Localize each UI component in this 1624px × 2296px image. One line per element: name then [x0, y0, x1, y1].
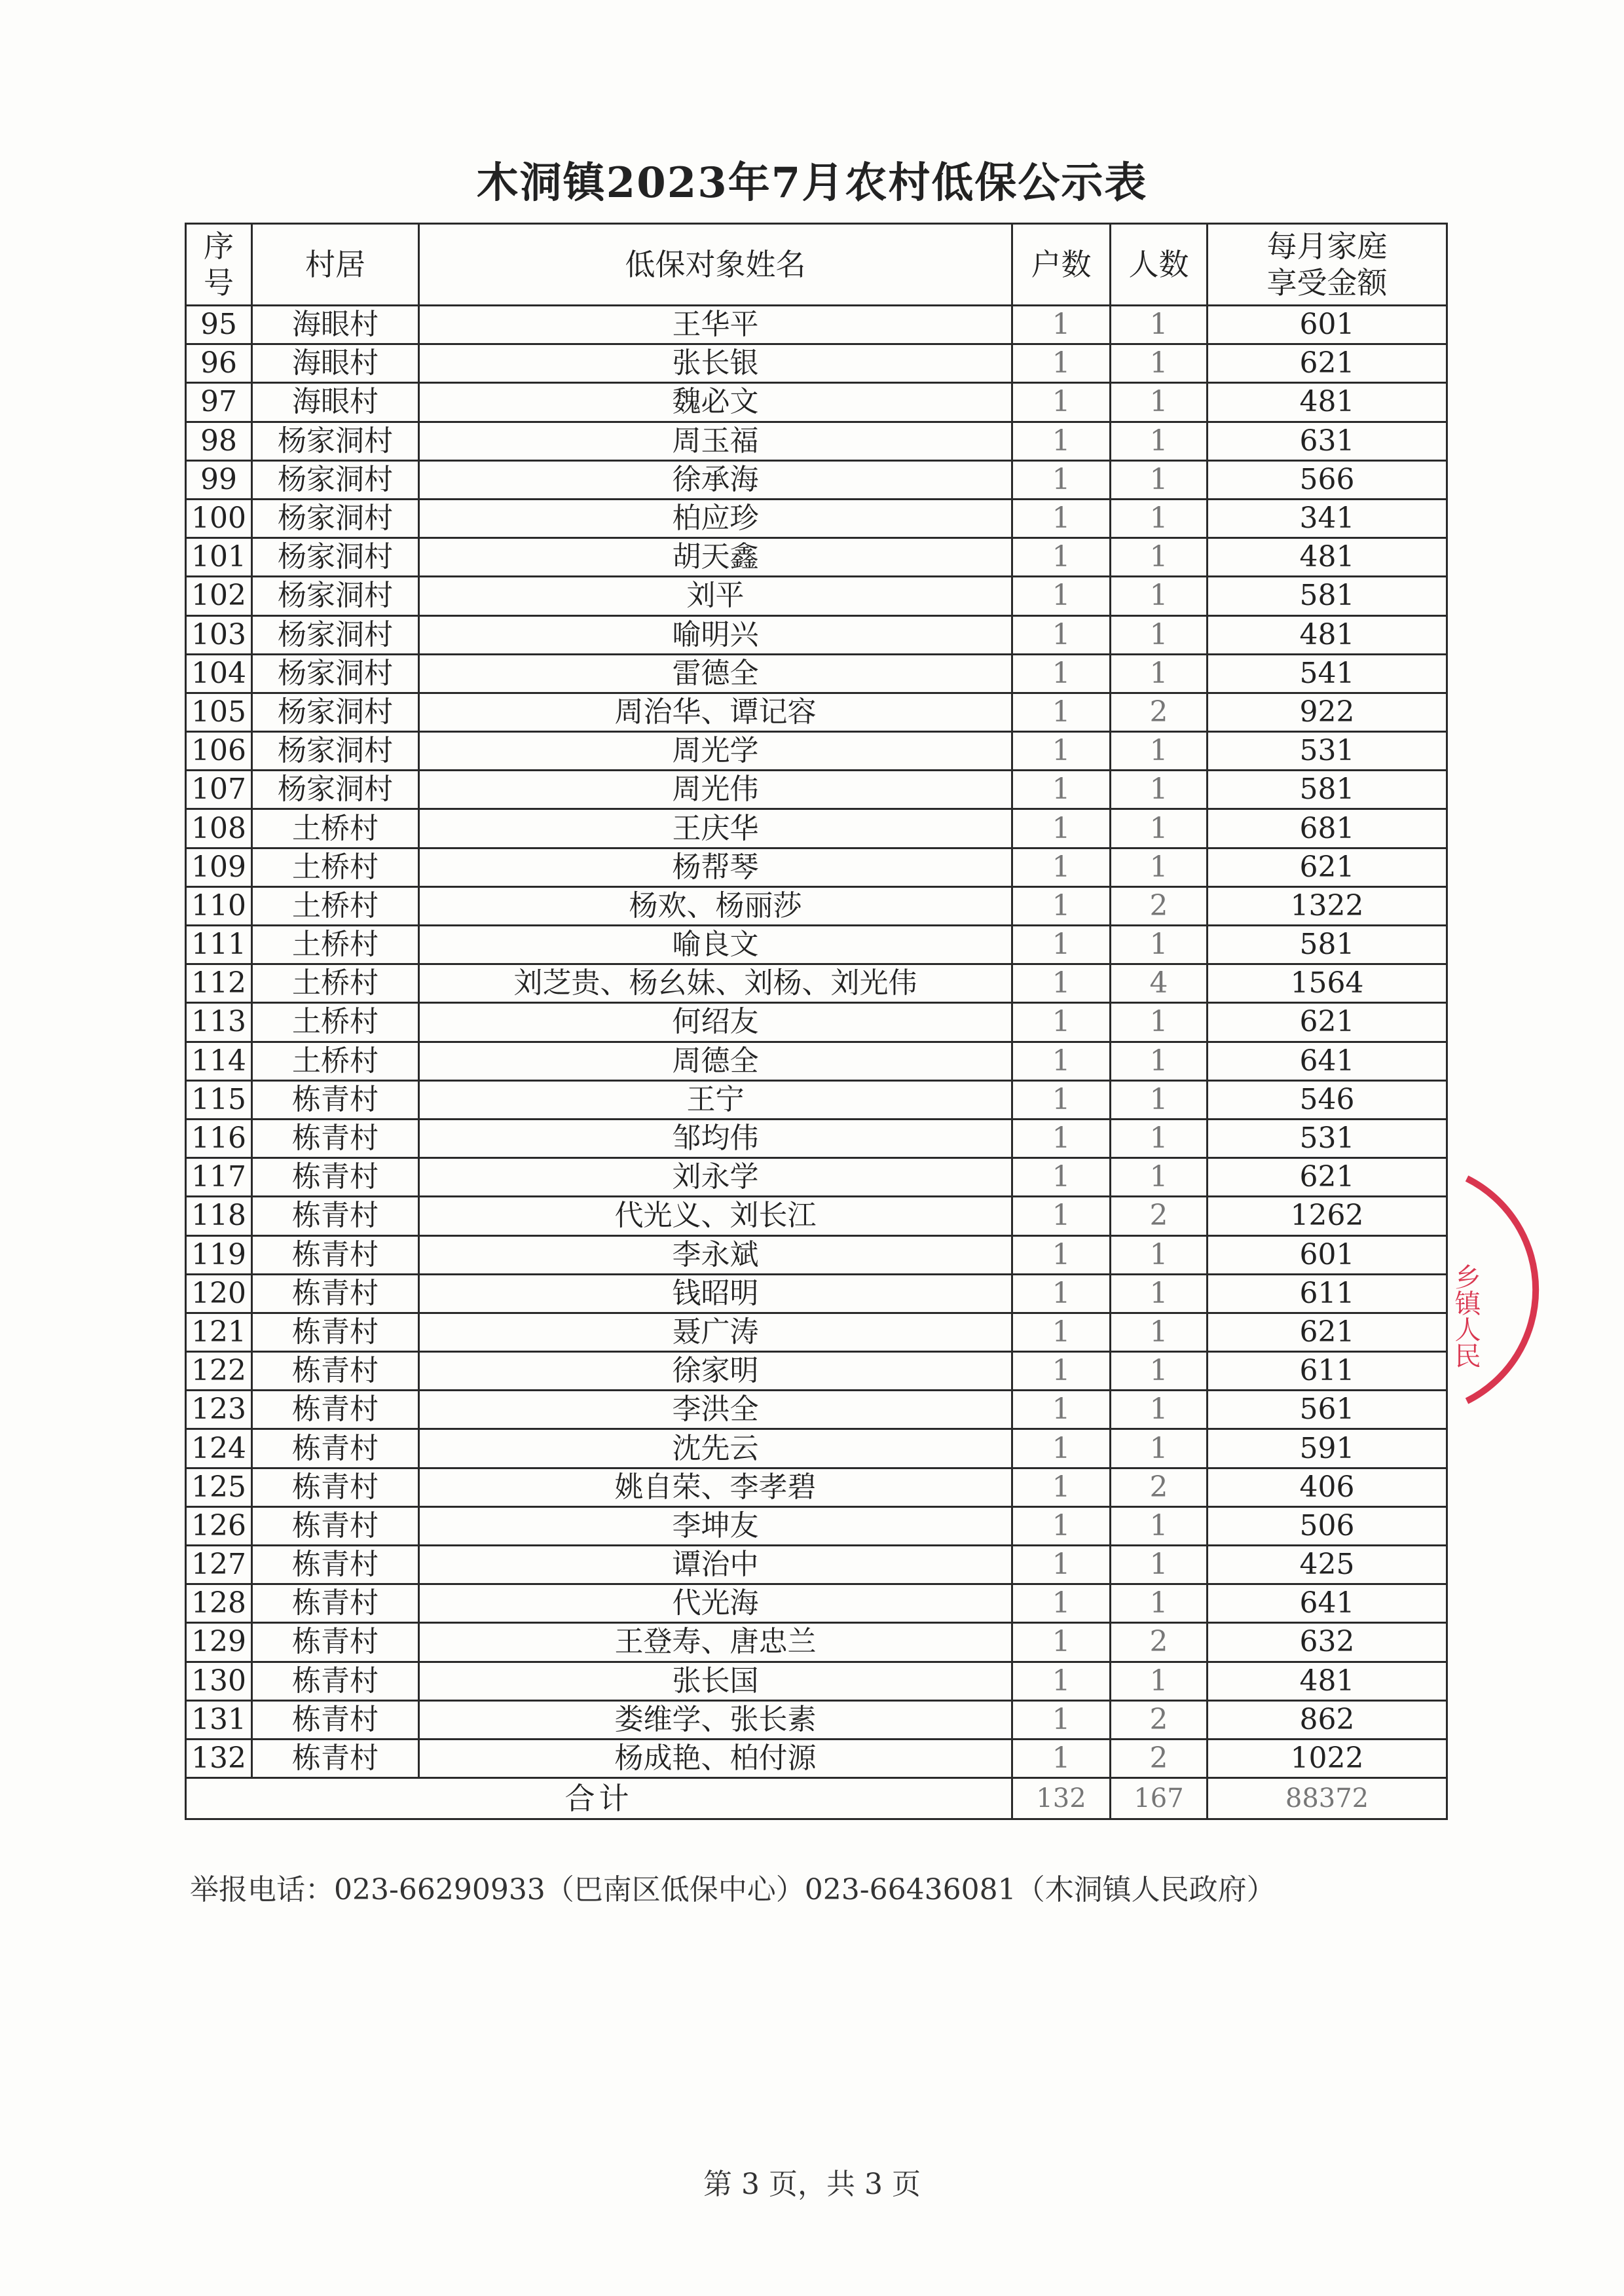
row-names: 杨欢、杨丽莎: [419, 886, 1012, 925]
row-households: 1: [1012, 344, 1111, 383]
row-households: 1: [1012, 1197, 1111, 1235]
row-index: 98: [186, 422, 252, 460]
row-index: 108: [186, 809, 252, 848]
row-village: 土桥村: [252, 886, 419, 925]
row-index: 106: [186, 732, 252, 771]
row-village: 栋青村: [252, 1546, 419, 1584]
row-names: 刘永学: [419, 1158, 1012, 1197]
row-names: 刘平: [419, 577, 1012, 615]
row-names: 何绍友: [419, 1003, 1012, 1042]
table-row: [186, 344, 1447, 383]
row-village: 栋青村: [252, 1119, 419, 1157]
row-amount: 481: [1208, 1662, 1447, 1700]
row-amount: 531: [1208, 732, 1447, 771]
row-names: 王庆华: [419, 809, 1012, 848]
row-households: 1: [1012, 1119, 1111, 1157]
row-persons: 1: [1111, 654, 1208, 693]
row-households: 1: [1012, 1546, 1111, 1584]
row-persons: 1: [1111, 1080, 1208, 1119]
row-village: 栋青村: [252, 1700, 419, 1739]
table-row: [186, 771, 1447, 809]
row-persons: 1: [1111, 615, 1208, 654]
row-village: 栋青村: [252, 1662, 419, 1700]
row-persons: 1: [1111, 1119, 1208, 1157]
row-index: 101: [186, 538, 252, 577]
row-village: 杨家洞村: [252, 693, 419, 731]
table-row: [186, 654, 1447, 693]
row-amount: 621: [1208, 1313, 1447, 1351]
row-amount: 531: [1208, 1119, 1447, 1157]
official-seal: [1450, 1165, 1559, 1414]
row-names: 徐承海: [419, 460, 1012, 499]
row-households: 1: [1012, 460, 1111, 499]
row-amount: 1022: [1208, 1739, 1447, 1777]
table-row: [186, 1003, 1447, 1042]
row-names: 周治华、谭记容: [419, 693, 1012, 731]
table-row: [186, 1662, 1447, 1700]
row-amount: 621: [1208, 344, 1447, 383]
row-amount: 601: [1208, 306, 1447, 344]
row-amount: 621: [1208, 1158, 1447, 1197]
row-households: 1: [1012, 577, 1111, 615]
table-row: [186, 964, 1447, 1003]
row-index: 130: [186, 1662, 252, 1700]
row-village: 海眼村: [252, 306, 419, 344]
row-names: 邹均伟: [419, 1119, 1012, 1157]
table-row: [186, 1235, 1447, 1274]
row-amount: 1564: [1208, 964, 1447, 1003]
row-names: 张长银: [419, 344, 1012, 383]
row-index: 104: [186, 654, 252, 693]
seal-text: 乡镇人民: [1450, 1264, 1481, 1368]
row-households: 1: [1012, 306, 1111, 344]
row-index: 123: [186, 1391, 252, 1429]
row-amount: 541: [1208, 654, 1447, 693]
row-village: 土桥村: [252, 809, 419, 848]
total-label: 合计: [186, 1778, 1012, 1819]
row-amount: 1322: [1208, 886, 1447, 925]
row-amount: 566: [1208, 460, 1447, 499]
row-amount: 591: [1208, 1429, 1447, 1468]
row-index: 126: [186, 1506, 252, 1545]
row-persons: 1: [1111, 1546, 1208, 1584]
row-names: 喻明兴: [419, 615, 1012, 654]
total-row: [186, 1778, 1447, 1819]
table-row: [186, 809, 1447, 848]
row-persons: 1: [1111, 383, 1208, 422]
row-amount: 1262: [1208, 1197, 1447, 1235]
row-persons: 1: [1111, 1352, 1208, 1391]
header-amount: [1208, 224, 1447, 306]
row-index: 99: [186, 460, 252, 499]
row-index: 112: [186, 964, 252, 1003]
table-row: [186, 1352, 1447, 1391]
row-index: 113: [186, 1003, 252, 1042]
row-village: 土桥村: [252, 926, 419, 964]
table-row: [186, 732, 1447, 771]
row-persons: 1: [1111, 538, 1208, 577]
row-persons: 1: [1111, 499, 1208, 538]
header-households: 户数: [1012, 224, 1111, 306]
row-index: 121: [186, 1313, 252, 1351]
row-households: 1: [1012, 848, 1111, 886]
row-village: 海眼村: [252, 383, 419, 422]
row-households: 1: [1012, 1429, 1111, 1468]
row-village: 栋青村: [252, 1506, 419, 1545]
row-village: 杨家洞村: [252, 499, 419, 538]
row-village: 栋青村: [252, 1235, 419, 1274]
row-index: 100: [186, 499, 252, 538]
table-row: [186, 848, 1447, 886]
row-index: 117: [186, 1158, 252, 1197]
row-persons: 2: [1111, 1700, 1208, 1739]
row-index: 111: [186, 926, 252, 964]
row-names: 雷德全: [419, 654, 1012, 693]
row-persons: 2: [1111, 693, 1208, 731]
row-names: 喻良文: [419, 926, 1012, 964]
row-village: 杨家洞村: [252, 460, 419, 499]
row-index: 132: [186, 1739, 252, 1777]
row-persons: 1: [1111, 1506, 1208, 1545]
table-row: [186, 1042, 1447, 1080]
row-households: 1: [1012, 538, 1111, 577]
row-amount: 581: [1208, 926, 1447, 964]
table-row: [186, 1700, 1447, 1739]
document-title: 木洞镇2023年7月农村低保公示表: [476, 158, 1148, 208]
total-amount: 88372: [1208, 1778, 1447, 1819]
row-persons: 1: [1111, 577, 1208, 615]
row-households: 1: [1012, 1274, 1111, 1313]
table-row: [186, 1468, 1447, 1506]
row-persons: 2: [1111, 1468, 1208, 1506]
row-village: 栋青村: [252, 1739, 419, 1777]
row-names: 李洪全: [419, 1391, 1012, 1429]
row-names: 李坤友: [419, 1506, 1012, 1545]
row-names: 周光学: [419, 732, 1012, 771]
row-amount: 561: [1208, 1391, 1447, 1429]
row-amount: 681: [1208, 809, 1447, 848]
row-households: 1: [1012, 1739, 1111, 1777]
row-village: 栋青村: [252, 1197, 419, 1235]
table-row: [186, 1197, 1447, 1235]
row-names: 钱昭明: [419, 1274, 1012, 1313]
row-names: 徐家明: [419, 1352, 1012, 1391]
header-row: [186, 224, 1447, 306]
row-names: 王华平: [419, 306, 1012, 344]
row-amount: 506: [1208, 1506, 1447, 1545]
row-persons: 2: [1111, 1197, 1208, 1235]
row-amount: 581: [1208, 771, 1447, 809]
row-index: 115: [186, 1080, 252, 1119]
row-amount: 546: [1208, 1080, 1447, 1119]
row-households: 1: [1012, 383, 1111, 422]
row-index: 128: [186, 1584, 252, 1623]
row-index: 97: [186, 383, 252, 422]
row-village: 栋青村: [252, 1158, 419, 1197]
page-indicator: 第 3 页，共 3 页: [703, 2168, 921, 2201]
row-village: 土桥村: [252, 964, 419, 1003]
row-persons: 1: [1111, 1003, 1208, 1042]
row-amount: 641: [1208, 1584, 1447, 1623]
row-amount: 601: [1208, 1235, 1447, 1274]
row-names: 杨帮琴: [419, 848, 1012, 886]
row-village: 栋青村: [252, 1313, 419, 1351]
row-index: 125: [186, 1468, 252, 1506]
row-index: 122: [186, 1352, 252, 1391]
row-persons: 1: [1111, 926, 1208, 964]
row-index: 116: [186, 1119, 252, 1157]
row-names: 李永斌: [419, 1235, 1012, 1274]
row-names: 魏必文: [419, 383, 1012, 422]
table-row: [186, 538, 1447, 577]
row-names: 代光义、刘长江: [419, 1197, 1012, 1235]
row-households: 1: [1012, 499, 1111, 538]
table-row: [186, 1623, 1447, 1662]
row-village: 杨家洞村: [252, 422, 419, 460]
row-index: 118: [186, 1197, 252, 1235]
row-households: 1: [1012, 1235, 1111, 1274]
row-village: 栋青村: [252, 1352, 419, 1391]
row-amount: 862: [1208, 1700, 1447, 1739]
row-households: 1: [1012, 1700, 1111, 1739]
table-row: [186, 1158, 1447, 1197]
row-persons: 2: [1111, 886, 1208, 925]
row-households: 1: [1012, 1080, 1111, 1119]
total-persons: 167: [1111, 1778, 1208, 1819]
row-persons: 1: [1111, 1274, 1208, 1313]
row-village: 栋青村: [252, 1584, 419, 1623]
row-village: 土桥村: [252, 1042, 419, 1080]
header-index-line2: 号: [204, 265, 234, 301]
table-row: [186, 499, 1447, 538]
row-index: 131: [186, 1700, 252, 1739]
table-row: [186, 1546, 1447, 1584]
row-index: 96: [186, 344, 252, 383]
table-row: [186, 422, 1447, 460]
row-names: 张长国: [419, 1662, 1012, 1700]
row-amount: 621: [1208, 848, 1447, 886]
table-row: [186, 1119, 1447, 1157]
header-index: [186, 224, 252, 306]
subsistence-allowance-table: [185, 223, 1448, 1820]
row-village: 栋青村: [252, 1429, 419, 1468]
row-names: 王宁: [419, 1080, 1012, 1119]
row-persons: 2: [1111, 1623, 1208, 1662]
header-persons: 人数: [1111, 224, 1208, 306]
row-village: 杨家洞村: [252, 654, 419, 693]
row-persons: 1: [1111, 1429, 1208, 1468]
row-households: 1: [1012, 1468, 1111, 1506]
row-households: 1: [1012, 771, 1111, 809]
row-amount: 641: [1208, 1042, 1447, 1080]
row-households: 1: [1012, 422, 1111, 460]
row-persons: 1: [1111, 1313, 1208, 1351]
row-households: 1: [1012, 1584, 1111, 1623]
row-names: 代光海: [419, 1584, 1012, 1623]
table-row: [186, 306, 1447, 344]
row-households: 1: [1012, 1623, 1111, 1662]
table-row: [186, 1429, 1447, 1468]
row-index: 129: [186, 1623, 252, 1662]
row-village: 土桥村: [252, 1003, 419, 1042]
row-households: 1: [1012, 886, 1111, 925]
table-row: [186, 1274, 1447, 1313]
row-village: 栋青村: [252, 1468, 419, 1506]
row-persons: 1: [1111, 422, 1208, 460]
row-names: 娄维学、张长素: [419, 1700, 1012, 1739]
table-row: [186, 615, 1447, 654]
row-persons: 1: [1111, 344, 1208, 383]
row-households: 1: [1012, 654, 1111, 693]
row-persons: 1: [1111, 1662, 1208, 1700]
row-households: 1: [1012, 809, 1111, 848]
table-body: [186, 306, 1447, 1778]
row-village: 土桥村: [252, 848, 419, 886]
row-index: 105: [186, 693, 252, 731]
row-households: 1: [1012, 732, 1111, 771]
row-index: 120: [186, 1274, 252, 1313]
row-village: 杨家洞村: [252, 732, 419, 771]
row-index: 109: [186, 848, 252, 886]
row-names: 姚自荣、李孝碧: [419, 1468, 1012, 1506]
report-hotline: 举报电话：023-66290933（巴南区低保中心）023-66436081（木洞镇人民政府）: [190, 1873, 1276, 1906]
row-amount: 621: [1208, 1003, 1447, 1042]
row-index: 124: [186, 1429, 252, 1468]
row-names: 王登寿、唐忠兰: [419, 1623, 1012, 1662]
row-households: 1: [1012, 615, 1111, 654]
row-persons: 1: [1111, 1042, 1208, 1080]
row-households: 1: [1012, 926, 1111, 964]
row-amount: 481: [1208, 615, 1447, 654]
row-village: 杨家洞村: [252, 538, 419, 577]
row-persons: 1: [1111, 848, 1208, 886]
table-row: [186, 1391, 1447, 1429]
table-row: [186, 693, 1447, 731]
row-amount: 611: [1208, 1274, 1447, 1313]
header-village: 村居: [252, 224, 419, 306]
row-names: 杨成艳、柏付源: [419, 1739, 1012, 1777]
row-households: 1: [1012, 1352, 1111, 1391]
table-row: [186, 1506, 1447, 1545]
row-persons: 1: [1111, 460, 1208, 499]
row-index: 103: [186, 615, 252, 654]
row-index: 102: [186, 577, 252, 615]
table-row: [186, 1080, 1447, 1119]
row-amount: 611: [1208, 1352, 1447, 1391]
row-persons: 1: [1111, 306, 1208, 344]
row-index: 114: [186, 1042, 252, 1080]
row-persons: 1: [1111, 809, 1208, 848]
row-households: 1: [1012, 964, 1111, 1003]
row-village: 栋青村: [252, 1623, 419, 1662]
row-names: 胡天鑫: [419, 538, 1012, 577]
row-households: 1: [1012, 1313, 1111, 1351]
row-names: 沈先云: [419, 1429, 1012, 1468]
row-index: 95: [186, 306, 252, 344]
row-households: 1: [1012, 1506, 1111, 1545]
row-village: 杨家洞村: [252, 615, 419, 654]
row-amount: 631: [1208, 422, 1447, 460]
row-amount: 341: [1208, 499, 1447, 538]
row-amount: 481: [1208, 383, 1447, 422]
row-village: 栋青村: [252, 1391, 419, 1429]
row-amount: 922: [1208, 693, 1447, 731]
row-amount: 425: [1208, 1546, 1447, 1584]
row-index: 119: [186, 1235, 252, 1274]
row-persons: 4: [1111, 964, 1208, 1003]
table-row: [186, 1313, 1447, 1351]
row-persons: 1: [1111, 771, 1208, 809]
row-persons: 1: [1111, 1158, 1208, 1197]
row-index: 107: [186, 771, 252, 809]
total-households: 132: [1012, 1778, 1111, 1819]
row-village: 栋青村: [252, 1080, 419, 1119]
row-persons: 1: [1111, 1391, 1208, 1429]
header-amount-line1: 每月家庭: [1266, 228, 1388, 264]
header-index-line1: 序: [204, 228, 234, 264]
row-amount: 481: [1208, 538, 1447, 577]
table-row: [186, 577, 1447, 615]
row-names: 柏应珍: [419, 499, 1012, 538]
row-amount: 581: [1208, 577, 1447, 615]
row-village: 海眼村: [252, 344, 419, 383]
table-row: [186, 1584, 1447, 1623]
row-names: 谭治中: [419, 1546, 1012, 1584]
header-amount-line2: 享受金额: [1266, 265, 1388, 301]
row-index: 127: [186, 1546, 252, 1584]
table-row: [186, 1739, 1447, 1777]
row-index: 110: [186, 886, 252, 925]
row-names: 周德全: [419, 1042, 1012, 1080]
row-households: 1: [1012, 1391, 1111, 1429]
row-persons: 2: [1111, 1739, 1208, 1777]
table-row: [186, 460, 1447, 499]
row-names: 刘芝贵、杨幺妹、刘杨、刘光伟: [419, 964, 1012, 1003]
row-names: 周玉福: [419, 422, 1012, 460]
row-village: 栋青村: [252, 1274, 419, 1313]
row-persons: 1: [1111, 732, 1208, 771]
row-amount: 632: [1208, 1623, 1447, 1662]
row-names: 聂广涛: [419, 1313, 1012, 1351]
table-row: [186, 886, 1447, 925]
row-households: 1: [1012, 1158, 1111, 1197]
row-amount: 406: [1208, 1468, 1447, 1506]
table-row: [186, 383, 1447, 422]
row-households: 1: [1012, 1042, 1111, 1080]
row-names: 周光伟: [419, 771, 1012, 809]
header-names: 低保对象姓名: [419, 224, 1012, 306]
row-households: 1: [1012, 1003, 1111, 1042]
row-village: 杨家洞村: [252, 771, 419, 809]
row-persons: 1: [1111, 1235, 1208, 1274]
row-households: 1: [1012, 693, 1111, 731]
row-households: 1: [1012, 1662, 1111, 1700]
row-village: 杨家洞村: [252, 577, 419, 615]
table-row: [186, 926, 1447, 964]
row-persons: 1: [1111, 1584, 1208, 1623]
